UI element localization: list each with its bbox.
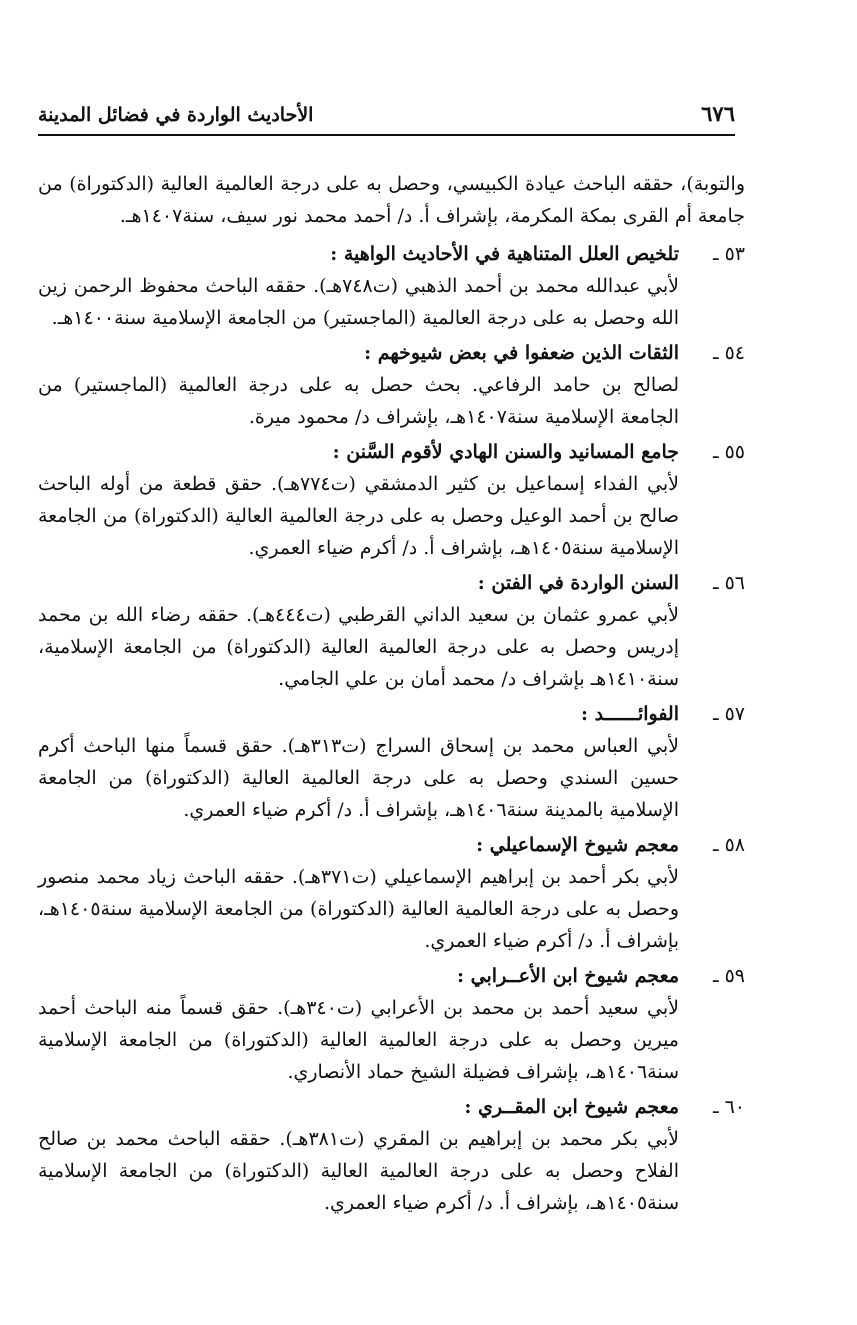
entry-heading: [38, 960, 745, 992]
entry-heading: [38, 337, 745, 369]
entry-title: معجم شيوخ ابن المقــري :: [464, 1096, 679, 1118]
entry-body: [38, 270, 745, 334]
page-body: [38, 168, 745, 1222]
continuation-paragraph: والتوبة)، حققه الباحث عيادة الكبيسي، وحصل به على درجة العالمية العالية (الدكتوراة) من جامعة أم القرى بمكة المكرمة، بإشراف أ. د/ أحمد محمد نور سيف، سنة١٤٠٧هـ.: [38, 173, 745, 227]
header-rule: [38, 134, 735, 136]
entry-text: لصالح بن حامد الرفاعي. بحث حصل به على درجة العالمية (الماجستير) من الجامعة الإسلامية سنة١٤٠٧هـ، بإشراف د/ محمود ميرة.: [38, 374, 679, 428]
entry-text: لأبي عبدالله محمد بن أحمد الذهبي (ت٧٤٨هـ). حققه الباحث محفوظ الرحمن زين الله وحصل به على درجة العالمية (الماجستير) من الجامعة الإسلامية سنة١٤٠٠هـ.: [38, 275, 679, 329]
entry-text: لأبي العباس محمد بن إسحاق السراج (ت٣١٣هـ). حقق قسماً منها الباحث أكرم حسين السندي وحصل به على درجة العالمية العالية (الدكتوراة) من الجامعة الإسلامية بالمدينة سنة١٤٠٦هـ، بإشراف أ. د/ أكرم ضياء العمري.: [38, 735, 680, 821]
entry-54: [38, 337, 745, 433]
entry-60: [38, 1091, 745, 1219]
entry-title: معجم شيوخ ابن الأعــرابي :: [457, 965, 679, 987]
entry-body: [38, 369, 745, 433]
entry-title: الفوائــــــد :: [580, 703, 679, 725]
entry-heading: [38, 1091, 745, 1123]
entry-57: [38, 698, 745, 826]
entry-text: لأبي الفداء إسماعيل بن كثير الدمشقي (ت٧٧٤هـ). حقق قطعة من أوله الباحث صالح بن أحمد الوعيل وحصل به على درجة العالمية العالية (الدكتوراة) من الجامعة الإسلامية سنة١٤٠٥هـ، بإشراف أ. د/ أكرم ضياء العمري.: [38, 473, 679, 559]
entry-55: [38, 436, 745, 564]
entry-number: ٥٣ ـ: [712, 243, 745, 265]
entry-number: ٥٩ ـ: [712, 965, 745, 987]
entry-number: ٦٠ ـ: [712, 1096, 745, 1118]
entry-heading: [38, 567, 745, 599]
entry-53: [38, 238, 745, 334]
entry-number: ٥٤ ـ: [712, 342, 745, 364]
entry-title: معجم شيوخ الإسماعيلي :: [476, 834, 679, 856]
entry-text: لأبي سعيد أحمد بن محمد بن الأعرابي (ت٣٤٠هـ). حقق قسماً منه الباحث أحمد ميرين وحصل به على درجة العالمية العالية (الدكتوراة) من الجامعة الإسلامية سنة١٤٠٦هـ، بإشراف فضيلة الشيخ حماد الأنصاري.: [38, 997, 679, 1083]
entry-heading: [38, 238, 745, 270]
page-header: [38, 86, 735, 126]
entry-text: لأبي عمرو عثمان بن سعيد الداني القرطبي (ت٤٤٤هـ). حققه رضاء الله بن محمد إدريس وحصل به على درجة العالمية العالية (الدكتوراة) من الجامعة الإسلامية، سنة١٤١٠هـ بإشراف د/ محمد أمان بن علي الجامي.: [38, 604, 680, 690]
entry-58: [38, 829, 745, 957]
entry-number: ٥٥ ـ: [712, 441, 745, 463]
entry-heading: [38, 698, 745, 730]
entry-body: [38, 861, 745, 957]
entry-body: [38, 599, 745, 695]
entry-body: [38, 730, 745, 826]
entry-number: ٥٦ ـ: [712, 572, 745, 594]
entry-title: السنن الواردة في الفتن :: [477, 572, 679, 594]
page-number: ٦٧٦: [701, 101, 735, 126]
entry-body: [38, 468, 745, 564]
running-title: الأحاديث الواردة في فضائل المدينة: [38, 104, 314, 126]
entry-title: الثقات الذين ضعفوا في بعض شيوخهم :: [364, 342, 679, 364]
entry-heading: [38, 829, 745, 861]
entry-number: ٥٧ ـ: [712, 703, 745, 725]
entry-text: لأبي بكر محمد بن إبراهيم بن المقري (ت٣٨١هـ). حققه الباحث محمد بن صالح الفلاح وحصل به على درجة العالمية العالية (الدكتوراة) من الجامعة الإسلامية سنة١٤٠٥هـ، بإشراف أ. د/ أكرم ضياء العمري.: [38, 1128, 679, 1214]
entry-number: ٥٨ ـ: [712, 834, 745, 856]
entry-title: تلخيص العلل المتناهية في الأحاديث الواهية :: [330, 243, 679, 265]
entry-59: [38, 960, 745, 1088]
entry-heading: [38, 436, 745, 468]
entry-body: [38, 992, 745, 1088]
entry-text: لأبي بكر أحمد بن إبراهيم الإسماعيلي (ت٣٧١هـ). حققه الباحث زياد محمد منصور وحصل به على درجة العالمية العالية (الدكتوراة) من الجامعة الإسلامية سنة١٤٠٥هـ، بإشراف أ. د/ أكرم ضياء العمري.: [38, 866, 679, 952]
entry-56: [38, 567, 745, 695]
entry-title: جامع المسانيد والسنن الهادي لأقوم السَّنن :: [332, 441, 679, 463]
entry-body: [38, 1123, 745, 1219]
